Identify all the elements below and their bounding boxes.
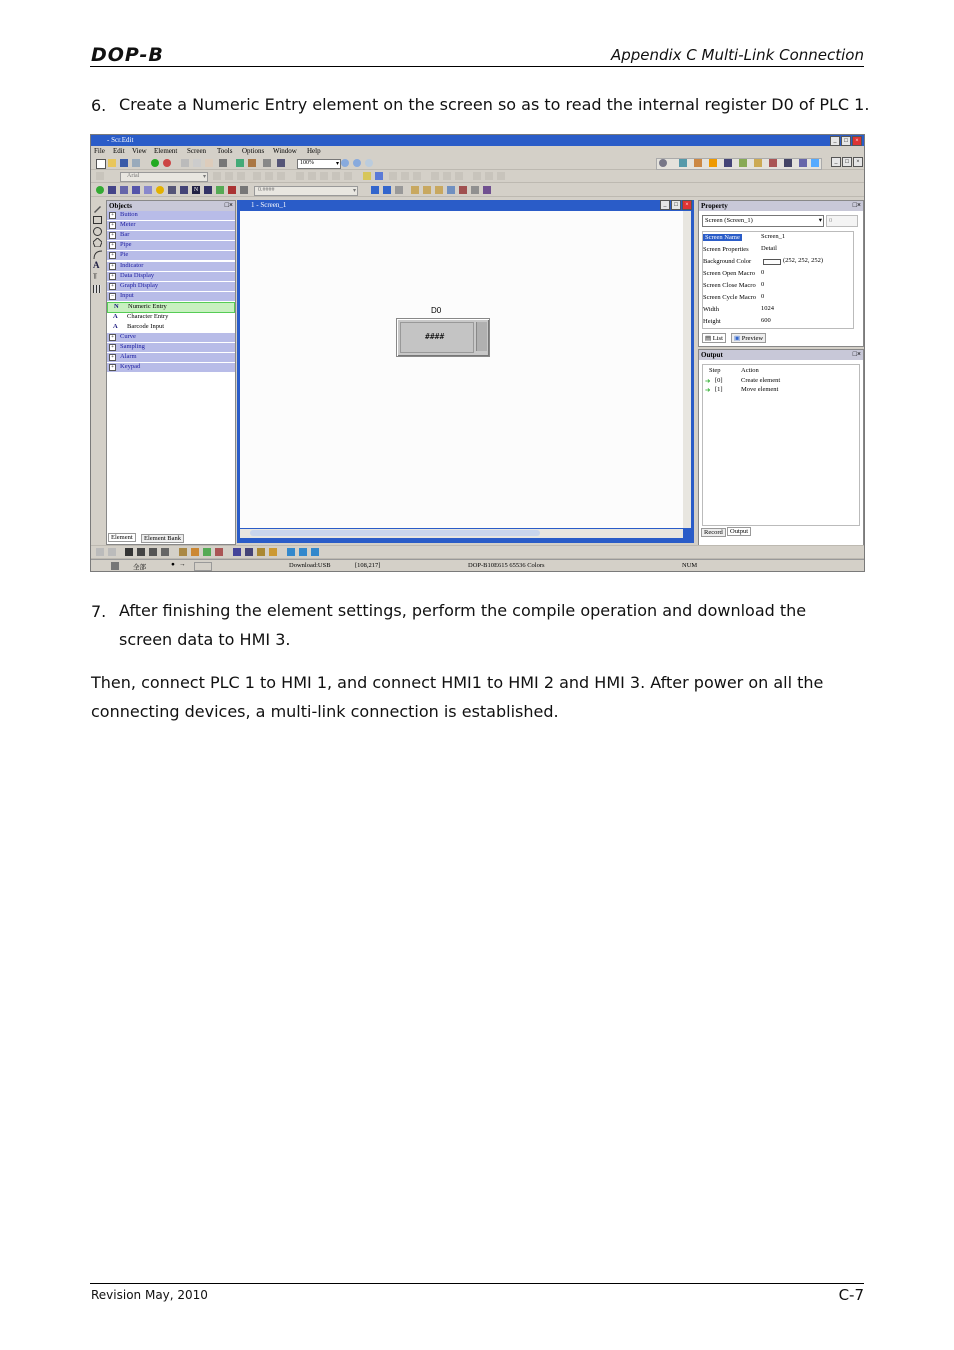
tree-item-numeric-entry[interactable]: N Numeric Entry [107,302,235,313]
status-model: DOP-B10E615 65536 Colors [468,562,545,569]
settings-icon[interactable] [659,159,667,167]
graph-display-element-icon[interactable] [180,186,188,194]
header-title: Appendix C Multi-Link Connection [610,46,864,64]
rectangle-icon[interactable] [93,216,102,224]
toolbar-standard [91,157,864,170]
rotate-icon[interactable] [459,186,467,194]
dop-b-logo: DOP-B [91,44,164,66]
toolbar-bottom [91,545,864,559]
tab-record[interactable]: Record [701,528,726,537]
numeric-entry-element-icon[interactable]: N [193,187,199,193]
arc-icon[interactable] [93,250,101,258]
picture-bank-icon[interactable] [754,159,762,167]
screen-window-controls [659,200,692,210]
output-panel-header [699,350,863,360]
italic-icon[interactable] [332,172,340,180]
property-row-height[interactable]: Height 600 [703,317,771,325]
align-bottom-icon[interactable] [277,172,285,180]
grid-icon[interactable] [215,548,223,556]
table-layout-icon[interactable] [311,548,319,556]
property-row-screen-name[interactable]: Screen Name Screen_1 [705,233,786,241]
menu-screen[interactable]: Screen [187,147,207,155]
tab-element[interactable]: Element [108,533,136,542]
tree-item-input[interactable]: − Input [107,292,235,301]
v-space-icon[interactable] [485,172,493,180]
group-icon[interactable] [413,172,421,180]
element-label-d0: D0 [431,306,442,315]
expand-icon[interactable]: + [109,232,116,239]
keypad-element-icon[interactable] [240,186,248,194]
pencil-icon[interactable] [93,204,101,212]
step-7-line-1: After finishing the element settings, perform the compile operation and download the [119,601,807,620]
step-6-text: Create a Numeric Entry element on the screen so as to read the internal register D0 of PLC 1. [119,95,870,114]
font-size-icon[interactable] [308,172,316,180]
color-swatch [763,259,781,265]
window-title: - Scr.Edit [107,136,134,144]
status-arrow-icon[interactable]: → [179,561,186,568]
status-coords: [108,217] [355,562,381,569]
table-icon[interactable] [93,285,101,293]
macro-icon[interactable] [724,159,732,167]
mdi-restore-icon[interactable]: □ [842,157,852,167]
mdi-minimize-icon[interactable]: _ [831,157,841,167]
move-icon[interactable] [245,548,253,556]
drawing-tools [91,200,104,540]
system-icon[interactable] [784,159,792,167]
cut-icon[interactable] [181,159,189,167]
text-bank-icon[interactable] [739,159,747,167]
maximize-icon[interactable]: □ [841,136,851,146]
tab-element-bank[interactable]: Element Bank [141,534,184,543]
screen-window-title: 1 - Screen_1 [251,201,287,209]
tab-list[interactable]: ▤ List [702,333,726,343]
minimize-icon[interactable]: _ [830,136,840,146]
mdi-controls [830,157,863,167]
step-7-line-2: screen data to HMI 3. [119,630,291,649]
property-row-screen-cycle-macro[interactable]: Screen Cycle Macro 0 [703,293,765,301]
chevron-down-icon: ▾ [335,161,339,167]
screen-minimize-icon[interactable]: _ [660,200,670,210]
arrow-right-icon: ➔ [705,387,711,394]
expand-icon[interactable]: + [109,354,116,361]
state-0-icon[interactable] [371,186,379,194]
line-color-icon[interactable] [363,172,371,180]
scale-icon[interactable]: ⫪ [93,272,98,281]
close-icon[interactable]: × [852,136,862,146]
footer-page-number: C-7 [838,1286,864,1304]
button-element-icon[interactable] [96,186,104,194]
ungroup-icon[interactable] [497,172,505,180]
align-top-icon[interactable] [253,172,261,180]
output-panel-title: Output [701,351,723,359]
tree-item-data-display[interactable]: + Data Display [107,272,235,281]
menu-window[interactable]: Window [273,147,297,155]
toolbar-format [91,170,864,183]
redo-icon[interactable] [108,548,116,556]
state-next-icon[interactable] [395,186,403,194]
bold-icon[interactable] [320,172,328,180]
footer-rule [90,1283,864,1284]
download-icon[interactable] [236,159,244,167]
numeric-entry-handle [476,322,487,351]
move-left-icon[interactable] [411,186,419,194]
status-bar [91,559,864,572]
order-icon[interactable] [257,548,265,556]
panel-close-icon[interactable]: □× [852,350,861,358]
property-object-select[interactable]: Screen (Screen_1) ▾ [702,215,824,227]
toolbar-elements [91,184,864,197]
property-panel-header [699,201,863,211]
expand-icon[interactable]: + [109,252,116,259]
save-all-icon[interactable] [132,159,140,167]
footer-revision: Revision May, 2010 [91,1288,208,1302]
meter-element-icon[interactable] [108,186,116,194]
recipe-icon[interactable] [709,159,717,167]
mirror-icon[interactable] [483,186,491,194]
property-row-width[interactable]: Width 1024 [703,305,774,313]
move-right-icon[interactable] [423,186,431,194]
zoom-fit-icon[interactable] [365,159,373,167]
horizontal-scrollbar[interactable] [240,529,683,538]
user-icon[interactable] [799,159,807,167]
objects-panel-title: Objects [109,202,132,210]
expand-icon[interactable]: + [109,364,116,371]
screen-window-titlebar [237,200,694,210]
numeric-entry-element[interactable] [396,318,490,357]
columns-icon[interactable] [287,548,295,556]
align-elements-icon[interactable] [179,548,187,556]
output-col-action: Action [741,367,759,374]
indicator-element-icon[interactable] [156,186,164,194]
layer-back-icon[interactable] [401,172,409,180]
keyboard-icon[interactable] [194,562,212,571]
chevron-down-icon: ▾ [352,188,356,194]
tree-item-button[interactable]: + Button [107,211,235,220]
state-1-icon[interactable] [383,186,391,194]
align-middle-icon[interactable] [265,172,273,180]
panel-close-icon[interactable]: □× [852,201,861,209]
output-list [702,364,860,526]
cross-icon[interactable] [233,548,241,556]
tree-item-pie[interactable]: + Pie [107,251,235,260]
new-file-icon[interactable] [96,159,106,169]
rows-icon[interactable] [299,548,307,556]
property-number-select[interactable]: 0 [826,215,858,227]
chevron-down-icon: ▾ [202,174,206,180]
sampling-element-icon[interactable] [216,186,224,194]
same-height-icon[interactable] [443,172,451,180]
duplicate-icon[interactable] [149,548,157,556]
h-space-icon[interactable] [473,172,481,180]
objects-panel-header [107,201,235,211]
communication-icon[interactable] [679,159,687,167]
paragraph-line-1: Then, connect PLC 1 to HMI 1, and connect HMI1 to HMI 2 and HMI 3. After power on all the [91,673,824,692]
screen-editor-window [90,134,865,572]
layer-front-icon[interactable] [389,172,397,180]
screen-canvas[interactable] [240,211,683,528]
chevron-down-icon: ▾ [818,217,822,224]
expand-icon[interactable]: + [109,242,116,249]
move-down-icon[interactable] [447,186,455,194]
expand-icon[interactable]: + [109,222,116,229]
paragraph-line-2: connecting devices, a multi-link connection is established. [91,702,559,721]
numeric-entry-display [400,322,474,353]
collapse-icon[interactable]: − [109,293,116,300]
status-language[interactable]: 全部 [133,564,146,571]
tab-output[interactable]: Output [727,527,751,536]
header-rule [90,66,864,67]
pipe-element-icon[interactable] [132,186,140,194]
move-up-icon[interactable] [435,186,443,194]
tree-item-keypad[interactable]: + Keypad [107,363,235,372]
menu-view[interactable]: View [132,147,147,155]
menu-file[interactable]: File [94,147,105,155]
edit-mode-icon[interactable] [111,562,119,570]
underline-icon[interactable] [344,172,352,180]
status-record-icon[interactable]: ● [171,561,175,568]
tree-item-bar[interactable]: + Bar [107,231,235,240]
lock-icon[interactable] [269,548,277,556]
property-row-screen-open-macro[interactable]: Screen Open Macro 0 [703,269,765,277]
pie-element-icon[interactable] [144,186,152,194]
property-panel-title: Property [701,202,728,210]
numeric-entry-icon: N [114,303,119,310]
mdi-close-icon[interactable]: × [853,157,863,167]
delete-icon[interactable] [161,548,169,556]
screen-close-icon[interactable]: × [682,200,692,210]
bar-element-icon[interactable] [120,186,128,194]
expand-icon[interactable]: + [109,283,116,290]
menu-help[interactable]: Help [307,147,321,155]
tree-item-meter[interactable]: + Meter [107,221,235,230]
list-icon: ▤ [705,335,712,342]
property-row-screen-close-macro[interactable]: Screen Close Macro 0 [703,281,765,289]
align-right-icon[interactable] [237,172,245,180]
expand-icon[interactable]: + [109,263,116,270]
property-row-screen-properties[interactable]: Screen Properties Detail [703,245,777,253]
stop-icon[interactable] [163,159,171,167]
step-7-number: 7. [91,602,107,621]
output-row[interactable]: ➔ [1] Move element [705,386,779,394]
paste-icon[interactable] [205,159,213,167]
curve-element-icon[interactable] [204,186,212,194]
same-width-icon[interactable] [431,172,439,180]
screen-maximize-icon[interactable]: □ [671,200,681,210]
tree-item-barcode-input[interactable]: A Barcode Input [107,323,235,332]
scrollbar-thumb[interactable] [250,530,540,536]
align-left-icon[interactable] [213,172,221,180]
numeric-entry-value: #### [425,332,445,341]
undo-icon[interactable] [96,548,104,556]
font-select[interactable]: Arial ▾ [120,172,208,182]
menu-element[interactable]: Element [154,147,178,155]
output-row[interactable]: ➔ [0] Create element [705,377,781,385]
expand-icon[interactable]: + [109,273,116,280]
tree-item-indicator[interactable]: + Indicator [107,262,235,271]
text-icon[interactable] [96,172,104,180]
open-folder-icon[interactable] [108,159,116,167]
screen-window [237,200,694,543]
copy-icon[interactable] [193,159,201,167]
window-titlebar [91,135,864,146]
tree-item-alarm[interactable]: + Alarm [107,353,235,362]
step-6-number: 6. [91,96,107,115]
alarm-element-icon[interactable] [228,186,236,194]
expand-icon[interactable]: + [109,334,116,341]
tab-preview[interactable]: ▣ Preview [731,333,766,343]
snap-icon[interactable] [203,548,211,556]
menu-tools[interactable]: Tools [217,147,233,155]
tree-item-curve[interactable]: + Curve [107,333,235,342]
print-icon[interactable] [263,159,271,167]
preview-icon[interactable] [277,159,285,167]
output-panel [698,349,864,546]
compile-icon[interactable] [151,159,159,167]
find-icon[interactable] [219,159,227,167]
property-row-background-color[interactable]: Background Color (252, 252, 252) [703,257,824,265]
zoom-select[interactable]: 100% ▾ [297,159,341,169]
tree-item-pipe[interactable]: + Pipe [107,241,235,250]
flip-icon[interactable] [471,186,479,194]
status-num: NUM [682,562,698,569]
help-icon[interactable] [811,159,819,167]
expand-icon[interactable]: + [109,344,116,351]
copy-element-icon[interactable] [125,548,133,556]
character-entry-icon: A [113,313,118,320]
output-col-step: Step [709,367,721,374]
format-select[interactable]: 0.#### ▾ [254,186,358,196]
tree-item-sampling[interactable]: + Sampling [107,343,235,352]
expand-icon[interactable]: + [109,212,116,219]
align-center-icon[interactable] [225,172,233,180]
menu-options[interactable]: Options [242,147,265,155]
text-tool-icon[interactable]: A [93,260,100,270]
save-icon[interactable] [120,159,128,167]
paste-element-icon[interactable] [137,548,145,556]
barcode-input-icon: A [113,323,118,330]
preview-icon: ▣ [734,335,741,342]
data-display-element-icon[interactable] [168,186,176,194]
upload-icon[interactable] [248,159,256,167]
vertical-scrollbar[interactable] [683,211,691,528]
sound-icon[interactable] [769,159,777,167]
fill-color-icon[interactable] [375,172,383,180]
zoom-in-icon[interactable] [341,159,349,167]
status-download: Download:USB [289,562,331,569]
window-controls [829,136,862,146]
font-color-icon[interactable] [296,172,304,180]
arrow-right-icon: ➔ [705,378,711,385]
polygon-icon[interactable] [93,238,101,246]
simulate-icon[interactable] [694,159,702,167]
tree-item-character-entry[interactable]: A Character Entry [107,313,235,322]
menu-bar [91,146,864,156]
tree-item-graph-display[interactable]: + Graph Display [107,282,235,291]
panel-close-icon[interactable]: □× [224,201,233,209]
same-size-icon[interactable] [455,172,463,180]
menu-edit[interactable]: Edit [113,147,125,155]
zoom-out-icon[interactable] [353,159,361,167]
distribute-icon[interactable] [191,548,199,556]
circle-icon[interactable] [93,227,102,236]
